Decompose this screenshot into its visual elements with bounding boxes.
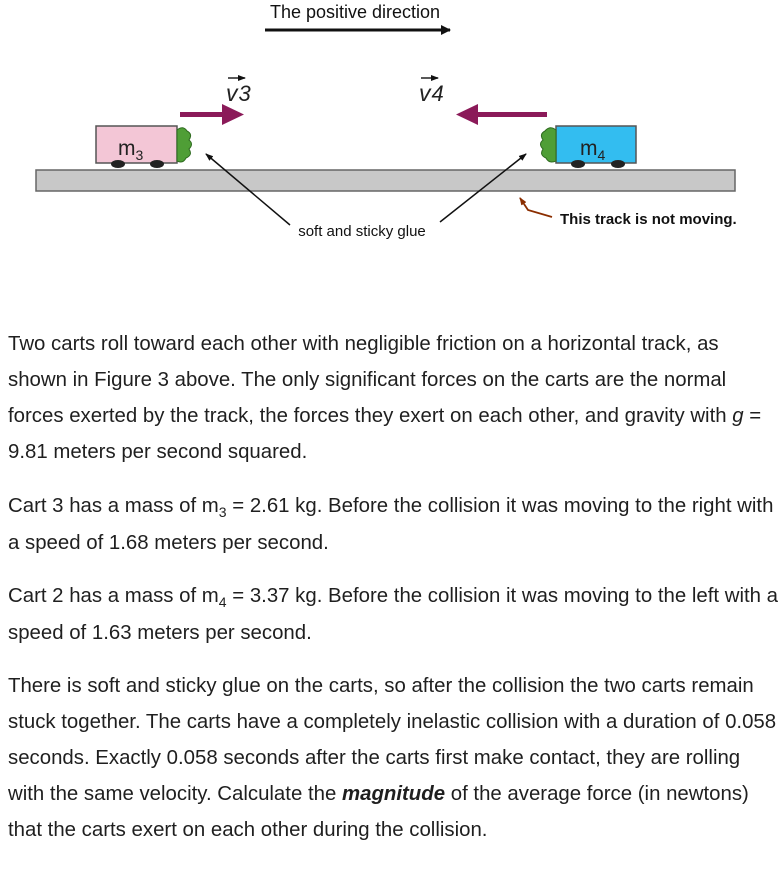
cart-3-label: $m_3$ [118, 137, 144, 163]
v4-arrow [456, 104, 547, 125]
glue-blob-4 [541, 128, 557, 162]
wheel [111, 160, 125, 168]
glue-label: soft and sticky glue [298, 223, 426, 240]
track-label: This track is not moving. [560, 211, 737, 228]
problem-paragraph-2: Cart 3 has a mass of $m_3 = 2.61$ kg. Before the collision it was moving to the right with a speed of 1.68 meters per second. [8, 495, 774, 554]
track [36, 170, 735, 191]
problem-paragraph-1: Two carts roll toward each other with negligible friction on a horizontal track, as shown in Figure 3 above. The only significant forces on the carts are the normal forces exerted by the track, the forces they exert on each other, and gravity with g = 9.81 meters per second squared. [8, 333, 762, 463]
emphasis-magnitude: magnitude [341, 783, 446, 805]
wheel [611, 160, 625, 168]
cart-4-label: $m_4$ [580, 137, 606, 163]
cart-3 [96, 126, 192, 168]
cart-4 [541, 126, 637, 168]
v4-label [419, 78, 444, 106]
v3-arrow [180, 104, 244, 125]
v3-label [226, 78, 252, 106]
svg-text:v4: v4 [419, 80, 444, 106]
svg-text:v3: v3 [226, 80, 251, 106]
glue-blob-3 [177, 128, 192, 162]
collision-figure [0, 0, 784, 300]
wheel [571, 160, 585, 168]
problem-paragraph-3: Cart 2 has a mass of $m_4 = 3.37$ kg. Before the collision it was moving to the left with a speed of 1.63 meters per second. [8, 585, 778, 644]
track-callout-arrow [520, 198, 552, 217]
wheel [150, 160, 164, 168]
positive-direction-label: The positive direction [269, 2, 441, 22]
problem-paragraph-4: There is soft and sticky glue on the carts, so after the collision the two carts remain stuck together. The carts have a completely inelastic collision with a duration of 0.058 seconds. Exactly 0.058 seconds after the carts first make contact, they are rolling with the same velocity. Calculate the magnitude of the average force (in newtons) that the carts exert on each other during the collision. [8, 675, 777, 841]
